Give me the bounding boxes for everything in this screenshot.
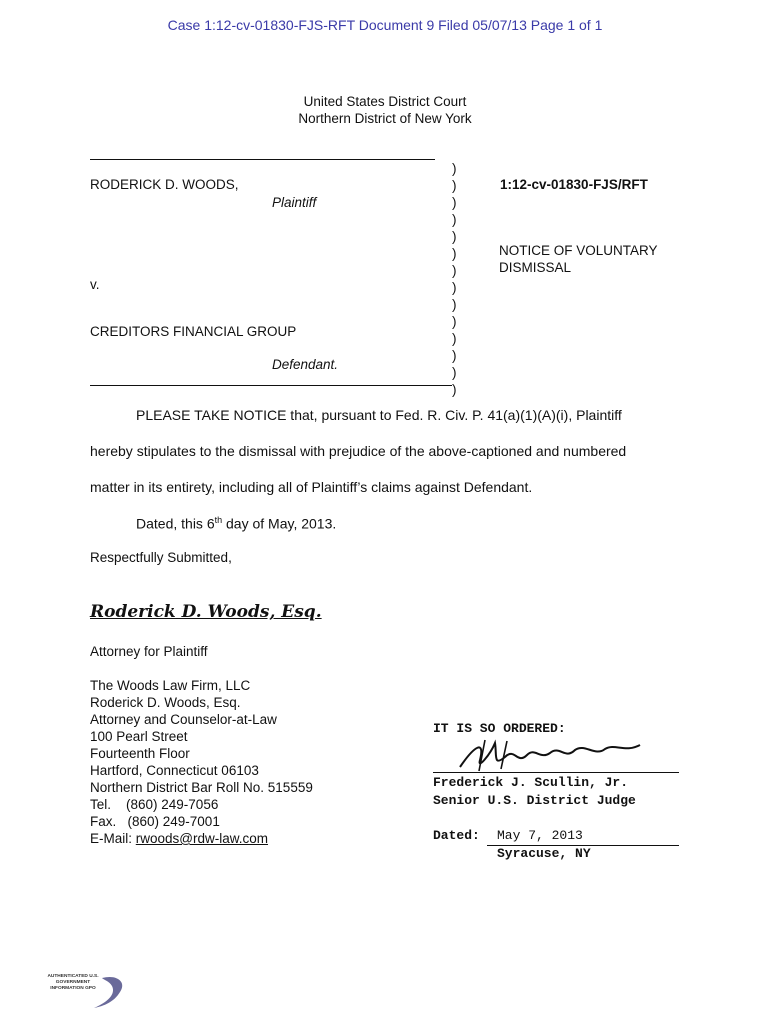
judge-signature-line [433,772,679,773]
order-city: Syracuse, NY [497,846,591,861]
notice-paragraph-line-1: PLEASE TAKE NOTICE that, pursuant to Fed. R. Civ. P. 41(a)(1)(A)(i), Plaintiff [136,407,622,423]
attorney-role: Attorney for Plaintiff [90,644,208,659]
judge-name: Frederick J. Scullin, Jr. [433,775,629,790]
order-date: May 7, 2013 [497,828,583,843]
dated-suffix: day of May, 2013. [222,515,337,532]
defendant-name: CREDITORS FINANCIAL GROUP [90,324,297,339]
order-dated-label: Dated: [433,828,480,843]
caption-bottom-rule [90,385,452,386]
judge-signature-graphic [455,735,655,775]
attorney-contact-block [90,677,313,847]
plaintiff-role: Plaintiff [272,195,317,210]
email-link[interactable]: rwoods@rdw-law.com [135,831,269,846]
caption-parentheses: ) ) ) ) ) ) ) ) ) ) ) ) ) ) [452,161,457,397]
so-ordered: IT IS SO ORDERED: [433,721,566,736]
court-line-2: Northern District of New York [298,111,472,126]
dated-prefix: Dated, this 6 [136,515,215,532]
versus: v. [90,277,100,292]
case-number: 1:12-cv-01830-FJS/RFT [500,177,648,192]
contact-lines: The Woods Law Firm, LLC Roderick D. Woods, Esq. Attorney and Counselor-at-Law 100 Pearl Street Fourteenth Floor Hartford, Connecticut 06103 Northern District Bar Roll No. 515559 Tel. (860) 249-7056 Fax. (860) 249-7001 [90,678,313,829]
email-label: E-Mail: [90,831,136,846]
document-title-line-2: DISMISSAL [499,260,572,275]
notice-paragraph-line-2: hereby stipulates to the dismissal with prejudice of the above-captioned and numbered [90,443,627,459]
court-name [0,93,770,127]
ecf-header-banner: Case 1:12-cv-01830-FJS-RFT Document 9 Filed 05/07/13 Page 1 of 1 [167,17,603,33]
defendant-role: Defendant. [272,357,339,372]
dated-superscript: th [214,515,223,525]
judge-title: Senior U.S. District Judge [433,793,636,808]
gpo-seal-text: AUTHENTICATED U.S. GOVERNMENT INFORMATION GPO [47,974,99,991]
court-line-1: United States District Court [303,94,467,109]
respectfully-submitted: Respectfully Submitted, [90,550,232,565]
plaintiff-name: RODERICK D. WOODS, [90,177,239,192]
caption-top-rule [90,159,435,160]
dated-line [136,515,336,532]
gpo-authentication-seal [42,972,132,1012]
document-title-line-1: NOTICE OF VOLUNTARY [499,243,658,258]
attorney-signature: Roderick D. Woods, Esq. [90,602,322,622]
notice-paragraph-line-3: matter in its entirety, including all of Plaintiff’s claims against Defendant. [90,479,533,495]
